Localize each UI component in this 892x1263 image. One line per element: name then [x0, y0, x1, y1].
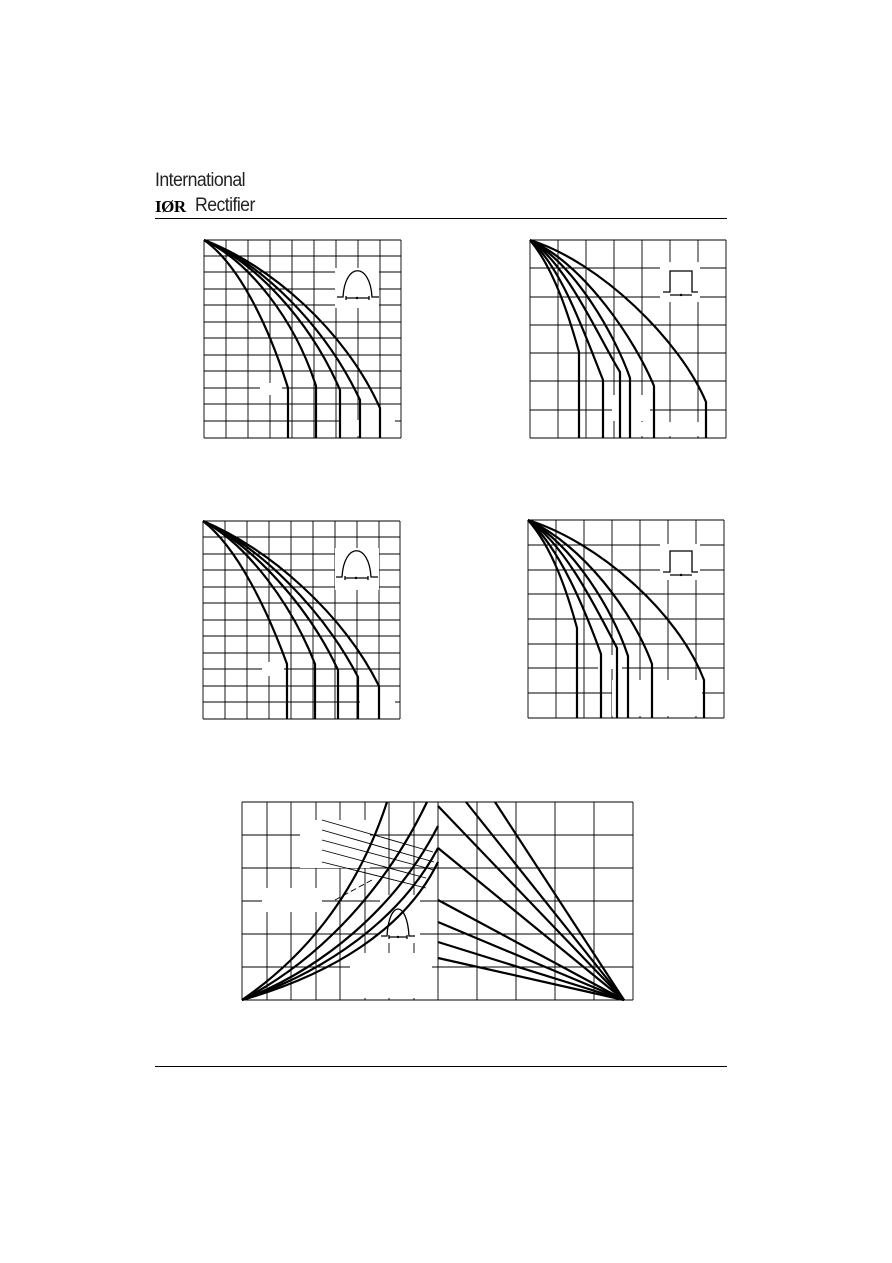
figure-4-plot [528, 520, 724, 718]
figure-1-plot [204, 240, 401, 438]
ior-logo-mark: IØR [155, 197, 186, 216]
brand-line-international: International [155, 170, 246, 191]
figure-3-plot [203, 521, 400, 719]
figure-5-plot [242, 802, 633, 1000]
brand-line-rectifier: Rectifier [195, 195, 255, 216]
figure-2-plot [530, 240, 726, 438]
